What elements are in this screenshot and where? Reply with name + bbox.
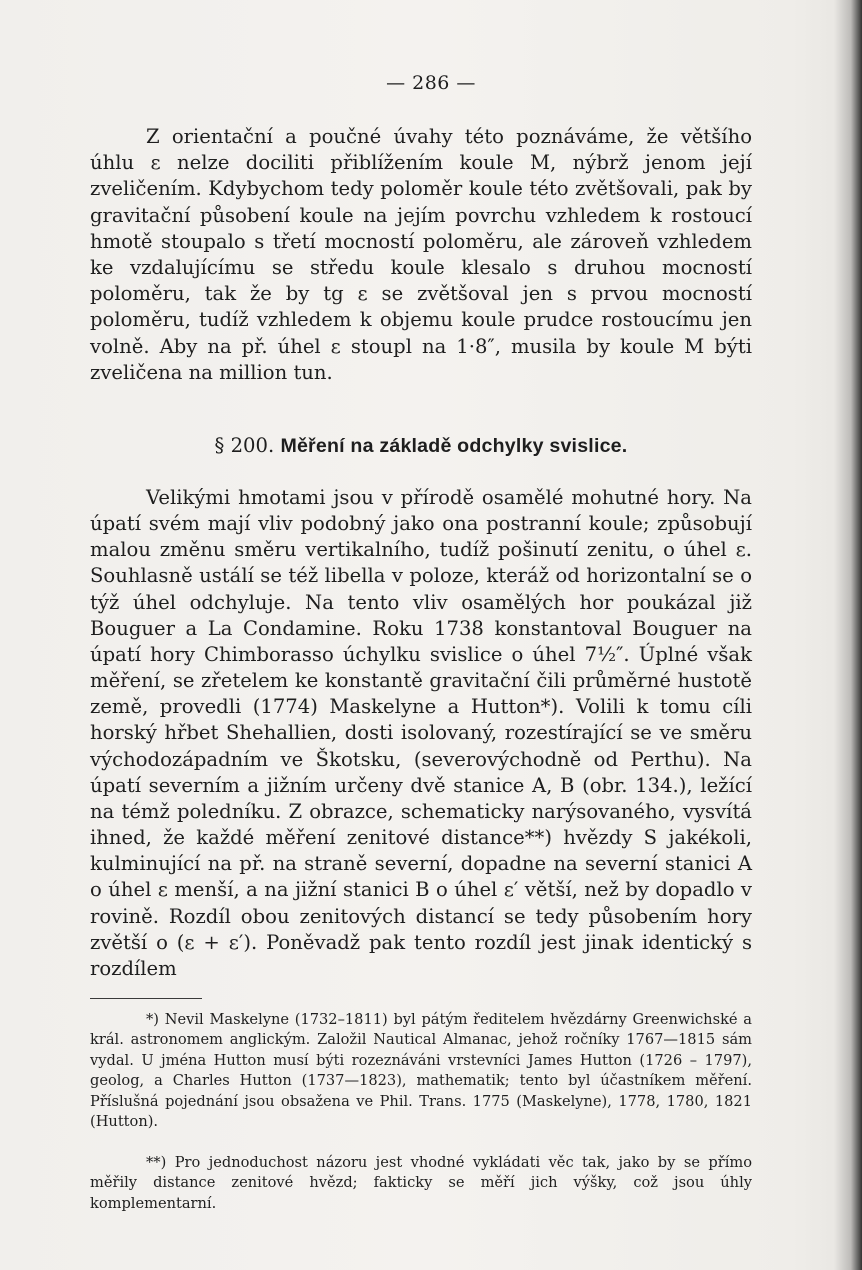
paragraph-main: Velikými hmotami jsou v přírodě osamělé mohutné hory. Na úpatí svém mají vliv podobný jako ona postranní koule; způsobují malou změnu směru vertikalního, tudíž pošinutí zenitu, o úhel ε. Souhlasně ustálí se též libella v poloze, kteráž od horizontalní se o týž úhel odchyluje. Na tento vliv osamělých hor poukázal již Bouguer a La Condamine. Roku 1738 konstantoval Bouguer na úpatí hory Chimborasso úchylku svislice o úhel 7½″. Úplné však měření, se zřetelem ke konstantě gravitační čili průměrné hustotě země, provedli (1774) Maskelyne a Hutton*). Volili k tomu cíli horský hřbet Shehallien, dosti isolovaný, rozestírající se ve směru východozápadním ve Škotsku, (severovýchodně od Perthu). Na úpatí severním a jižním určeny dvě stanice A, B (obr. 134.), ležící na témž poledníku. Z obrazce, schematicky narýsovaného, vysvítá ihned, že každé měření zenitové distance**) hvězdy S jakékoli, kulminující na př. na straně severní, dopadne na severní stanici A o úhel ε menší, a na jižní stanici B o úhel ε′ větší, než by dopadlo v rovině. Rozdíl obou zenitových distancí se tedy působením hory zvětší o (ε + ε′). Poněvadž pak tento rozdíl jest jinak identický s rozdílem	[90, 486, 752, 980]
footnote-divider	[90, 998, 202, 999]
binding-shadow	[834, 0, 862, 1270]
footnote-1: *) Nevil Maskelyne (1732–1811) byl pátým ředitelem hvězdárny Greenwichské a král. astronomem anglickým. Založil Nautical Almanac, jehož ročníky 1767—1815 sám vydal. U jména Hutton musí býti rozeznáváni vrstevníci James Hutton (1726 – 1797), geolog, a Charles Hutton (1737—1823), mathematik; tento byl účastníkem měření. Příslušná pojednání jsou obsažena ve Phil. Trans. 1775 (Maskelyne), 1778, 1780, 1821 (Hutton).	[90, 1011, 752, 1131]
section-title: Měření na základě odchylky svislice.	[280, 435, 628, 457]
paragraph-intro: Z orientační a poučné úvahy této poznáváme, že většího úhlu ε nelze dociliti přiblížením koule M, nýbrž jenom její zveličením. Kdybychom tedy poloměr koule této zvětšovali, pak by gravitační působení koule na jejím povrchu vzhledem k rostoucí hmotě stoupalo s třetí mocností poloměru, ale zároveň vzhledem ke vzdalujícímu se středu koule klesalo s druhou mocností poloměru, tak že by tg ε se zvětšoval jen s prvou mocností poloměru, tudíž vzhledem k objemu koule prudce rostoucímu jen volně. Aby na př. úhel ε stoupl na 1·8″, musila by koule M býti zveličena na million tun.	[90, 125, 752, 384]
page-number: — 286 —	[386, 72, 476, 94]
footnote-2: **) Pro jednoduchost názoru jest vhodné vykládati věc tak, jako by se přímo měřily distance zenitové hvězd; fakticky se měří jich výšky, což jsou úhly komplementarní.	[90, 1154, 752, 1212]
section-number: § 200.	[214, 434, 275, 457]
section-heading	[90, 434, 752, 458]
